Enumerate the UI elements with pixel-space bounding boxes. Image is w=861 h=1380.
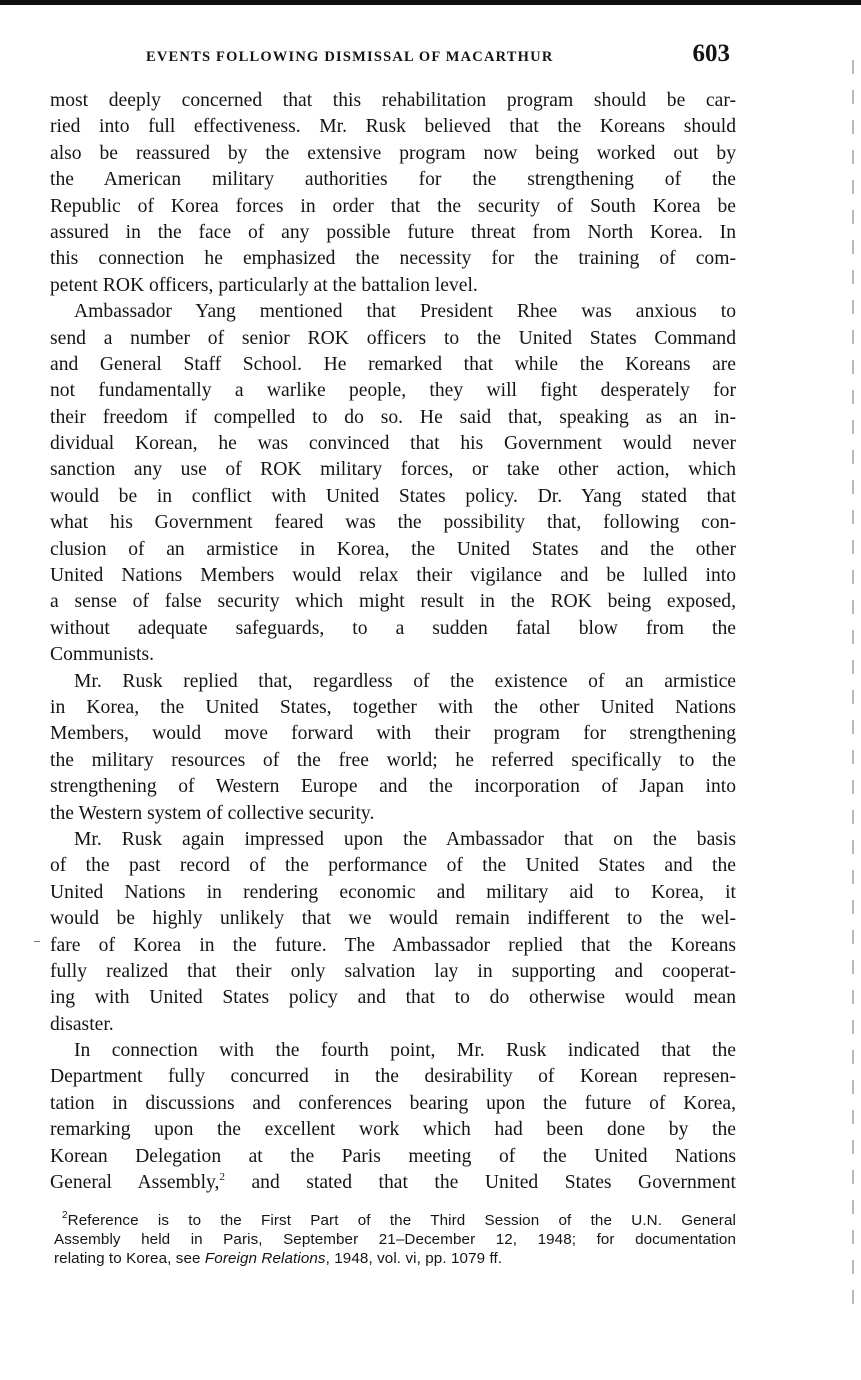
running-head: EVENTS FOLLOWING DISMISSAL OF MACARTHUR <box>146 49 554 65</box>
text-line: Korean Delegation at the Paris meeting of the United Nations <box>50 1145 736 1167</box>
page-edge-shadow <box>852 60 854 1310</box>
text-line: clusion of an armistice in Korea, the United States and the other <box>50 538 736 560</box>
footnote-reference[interactable]: 2 <box>219 1171 225 1184</box>
margin-mark <box>34 941 40 942</box>
footnotes <box>54 1211 736 1268</box>
page-header <box>50 40 736 74</box>
text-line: United Nations Members would relax their vigilance and be lulled into <box>50 565 736 587</box>
text-line: Mr. Rusk again impressed upon the Ambassador that on the basis <box>74 828 736 850</box>
text-line: their freedom if compelled to do so. He said that, speaking as an in- <box>50 406 736 428</box>
footnote-line <box>54 1211 736 1230</box>
text-line: tation in discussions and conferences bearing upon the future of Korea, <box>50 1092 736 1114</box>
text-line: the American military authorities for the strengthening of the <box>50 169 736 191</box>
text-line: also be reassured by the extensive program now being worked out by <box>50 142 736 164</box>
text-line: United Nations in rendering economic and military aid to Korea, it <box>50 881 736 903</box>
text-line: fully realized that their only salvation lay in supporting and cooperat- <box>50 960 736 982</box>
footnote-line <box>54 1249 736 1268</box>
text-line <box>50 1170 736 1196</box>
text-line: Communists. <box>50 644 154 666</box>
text-line: ried into full effectiveness. Mr. Rusk believed that the Koreans should <box>50 116 736 138</box>
footnote-line: Assembly held in Paris, September 21–December 12, 1948; for documentation <box>54 1231 736 1248</box>
text-line: the Western system of collective security. <box>50 802 375 824</box>
text-line: would be in conflict with United States policy. Dr. Yang stated that <box>50 485 736 507</box>
text-line: what his Government feared was the possibility that, following con- <box>50 512 736 534</box>
text-line: petent ROK officers, particularly at the battalion level. <box>50 274 478 296</box>
text-line: ing with United States policy and that to do otherwise would mean <box>50 987 736 1009</box>
text-line: dividual Korean, he was convinced that his Government would never <box>50 433 736 455</box>
top-border-rule <box>0 0 861 5</box>
text-line: fare of Korea in the future. The Ambassador replied that the Koreans <box>50 934 736 956</box>
text-line: Department fully concurred in the desirability of Korean represen- <box>50 1066 736 1088</box>
page-number: 603 <box>692 40 730 67</box>
text-line: and General Staff School. He remarked that while the Koreans are <box>50 353 736 375</box>
text-line: send a number of senior ROK officers to the United States Command <box>50 327 736 349</box>
text-line: remarking upon the excellent work which had been done by the <box>50 1119 736 1141</box>
text-segment: General Assembly, <box>50 1172 220 1194</box>
text-line: in Korea, the United States, together with the other United Nations <box>50 696 736 718</box>
footnote-citation-title: Foreign Relations <box>204 1250 326 1267</box>
text-line: Mr. Rusk replied that, regardless of the existence of an armistice <box>74 670 736 692</box>
text-line: not fundamentally a warlike people, they will fight desperately for <box>50 380 736 402</box>
text-line: Republic of Korea forces in order that the security of South Korea be <box>50 195 736 217</box>
text-line: most deeply concerned that this rehabilitation program should be car- <box>50 90 736 111</box>
text-line: the military resources of the free world; he referred specifically to the <box>50 749 736 771</box>
footnote-text: Reference is to the First Part of the Third Session of the U.N. General <box>67 1212 736 1229</box>
footnote-marker: 2 <box>62 1210 68 1221</box>
text-line: Members, would move forward with their program for strengthening <box>50 723 736 745</box>
text-line: sanction any use of ROK military forces, or take other action, which <box>50 459 736 481</box>
text-line: without adequate safeguards, to a sudden fatal blow from the <box>50 617 736 639</box>
body-text <box>50 88 736 1196</box>
text-line: disaster. <box>50 1013 114 1035</box>
text-line: strengthening of Western Europe and the incorporation of Japan into <box>50 776 736 798</box>
text-line: a sense of false security which might result in the ROK being exposed, <box>50 591 736 613</box>
text-line: would be highly unlikely that we would remain indifferent to the wel- <box>50 908 736 930</box>
text-line: In connection with the fourth point, Mr. Rusk indicated that the <box>74 1040 736 1062</box>
text-line: Ambassador Yang mentioned that President Rhee was anxious to <box>74 301 736 323</box>
text-segment: and stated that the United States Government <box>224 1172 736 1194</box>
text-line: of the past record of the performance of the United States and the <box>50 855 736 877</box>
text-line: assured in the face of any possible future threat from North Korea. In <box>50 221 736 243</box>
text-line: this connection he emphasized the necessity for the training of com- <box>50 248 736 270</box>
footnote-text: relating to Korea, see <box>54 1250 205 1267</box>
footnote-text: , 1948, vol. vi, pp. 1079 ff. <box>325 1250 503 1267</box>
